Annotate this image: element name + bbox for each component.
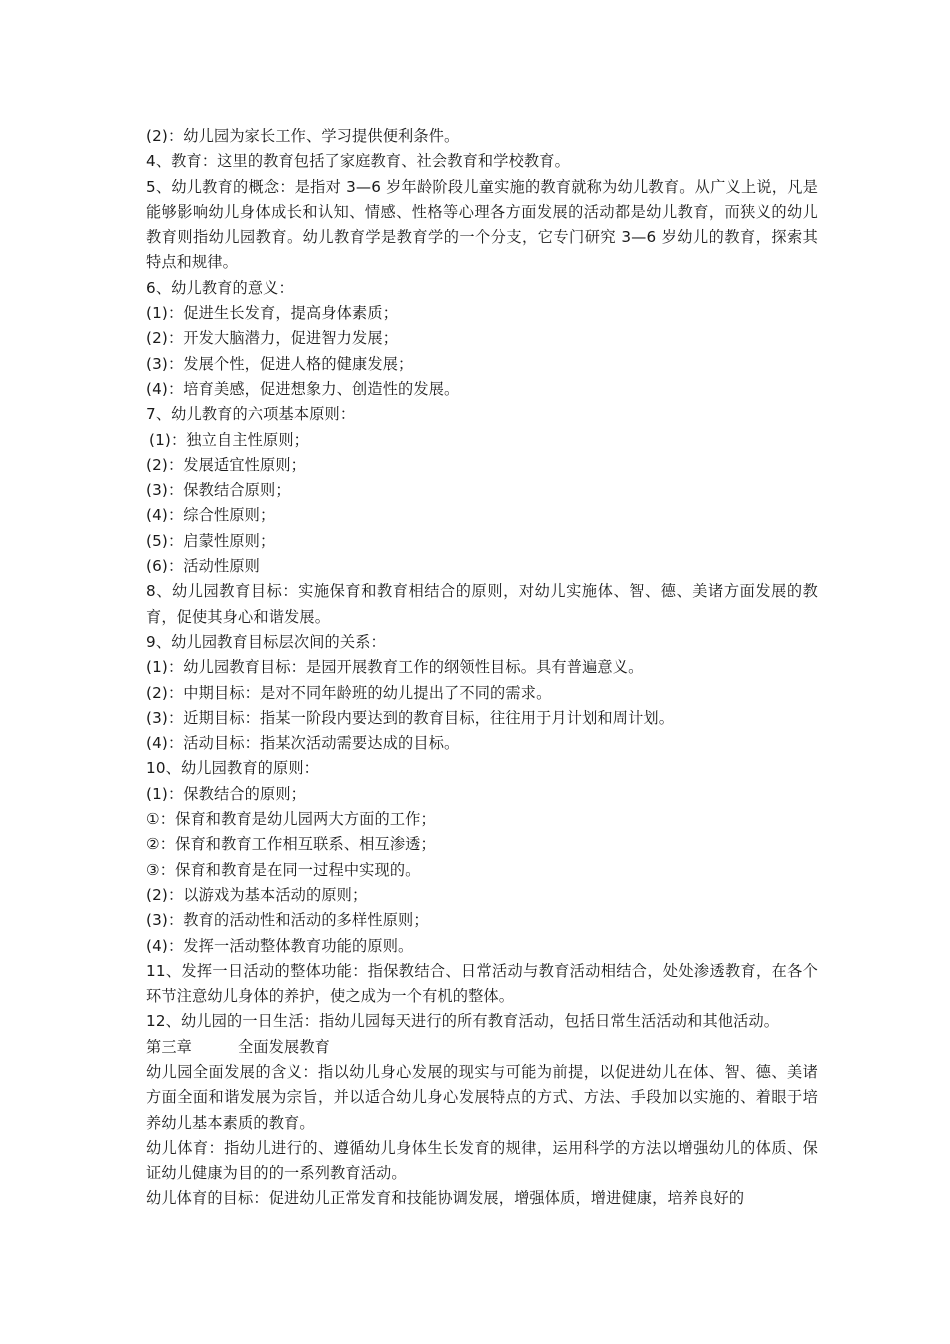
paragraph: (4)：活动目标：指某次活动需要达成的目标。 bbox=[146, 734, 460, 753]
chapter-heading bbox=[146, 1035, 818, 1060]
paragraph: (4)：培育美感，促进想象力、创造性的发展。 bbox=[146, 379, 460, 398]
paragraph: 12、幼儿园的一日生活：指幼儿园每天进行的所有教育活动，包括日常生活活动和其他活动。 bbox=[146, 1012, 780, 1031]
paragraph: (2)：以游戏为基本活动的原则； bbox=[146, 885, 368, 904]
paragraph: 5、幼儿教育的概念：是指对 3—6 岁年龄阶段儿童实施的教育就称为幼儿教育。从广义上说，凡是能够影响幼儿身体成长和认知、情感、性格等心理各方面发展的活动都是幼儿教育，而狭义的幼儿教育则指幼儿园教育。幼儿教育学是教育学的一个分支，它专门研究 3—6 岁幼儿的教育，探索其特点和规律。 bbox=[146, 177, 818, 272]
paragraph: 幼儿体育的目标：促进幼儿正常发育和技能协调发展，增强体质，增进健康，培养良好的 bbox=[146, 1189, 745, 1208]
paragraph: (1)：幼儿园教育目标：是园开展教育工作的纲领性目标。具有普遍意义。 bbox=[146, 658, 644, 677]
paragraph: (3)：发展个性，促进人格的健康发展； bbox=[146, 354, 414, 373]
paragraph: ②：保育和教育工作相互联系、相互渗透； bbox=[146, 835, 436, 854]
paragraph: (3)：保教结合原则； bbox=[146, 481, 291, 500]
paragraph: (3)：近期目标：指某一阶段内要达到的教育目标，往往用于月计划和周计划。 bbox=[146, 708, 675, 727]
paragraph: 9、幼儿园教育目标层次间的关系： bbox=[146, 632, 386, 651]
paragraph: (1)：独立自主性原则； bbox=[149, 430, 310, 449]
paragraph: (3)：教育的活动性和活动的多样性原则； bbox=[146, 911, 429, 930]
paragraph: (4)：发挥一活动整体教育功能的原则。 bbox=[146, 936, 414, 955]
paragraph: (5)：启蒙性原则； bbox=[146, 531, 276, 550]
paragraph: (6)：活动性原则 bbox=[146, 557, 260, 576]
paragraph: (2)：开发大脑潜力，促进智力发展； bbox=[146, 329, 399, 348]
paragraph: 6、幼儿教育的意义： bbox=[146, 278, 294, 297]
chapter-title: 全面发展教育 bbox=[238, 1037, 331, 1056]
paragraph: (2)：发展适宜性原则； bbox=[146, 455, 307, 474]
paragraph: 7、幼儿教育的六项基本原则： bbox=[146, 405, 356, 424]
paragraph: 8、幼儿园教育目标：实施保育和教育相结合的原则，对幼儿实施体、智、德、美诸方面发展的教育，促使其身心和谐发展。 bbox=[146, 582, 818, 626]
paragraph: 4、教育：这里的教育包括了家庭教育、社会教育和学校教育。 bbox=[146, 152, 570, 171]
document-body bbox=[146, 124, 818, 1212]
paragraph: (1)：促进生长发育，提高身体素质； bbox=[146, 304, 399, 323]
paragraph: (2)：幼儿园为家长工作、学习提供便利条件。 bbox=[146, 127, 460, 145]
paragraph: ①：保育和教育是幼儿园两大方面的工作； bbox=[146, 810, 436, 829]
paragraph: ③：保育和教育是在同一过程中实现的。 bbox=[146, 860, 421, 879]
paragraph: (1)：保教结合的原则； bbox=[146, 784, 307, 803]
paragraph: 10、幼儿园教育的原则： bbox=[146, 759, 320, 778]
paragraph: 11、发挥一日活动的整体功能：指保教结合、日常活动与教育活动相结合，处处渗透教育，在各个环节注意幼儿身体的养护，使之成为一个有机的整体。 bbox=[146, 961, 818, 1006]
paragraph: (4)：综合性原则； bbox=[146, 506, 276, 525]
paragraph: 幼儿体育：指幼儿进行的、遵循幼儿身体生长发育的规律，运用科学的方法以增强幼儿的体质、保证幼儿健康为目的的一系列教育活动。 bbox=[146, 1138, 818, 1183]
paragraph: 幼儿园全面发展的含义：指以幼儿身心发展的现实与可能为前提，以促进幼儿在体、智、德、美诸方面全面和谐发展为宗旨，并以适合幼儿身心发展特点的方式、方法、手段加以实施的、着眼于培养幼儿基本素质的教育。 bbox=[146, 1062, 818, 1132]
paragraph: (2)：中期目标：是对不同年龄班的幼儿提出了不同的需求。 bbox=[146, 683, 552, 702]
chapter-number: 第三章 bbox=[146, 1037, 193, 1056]
